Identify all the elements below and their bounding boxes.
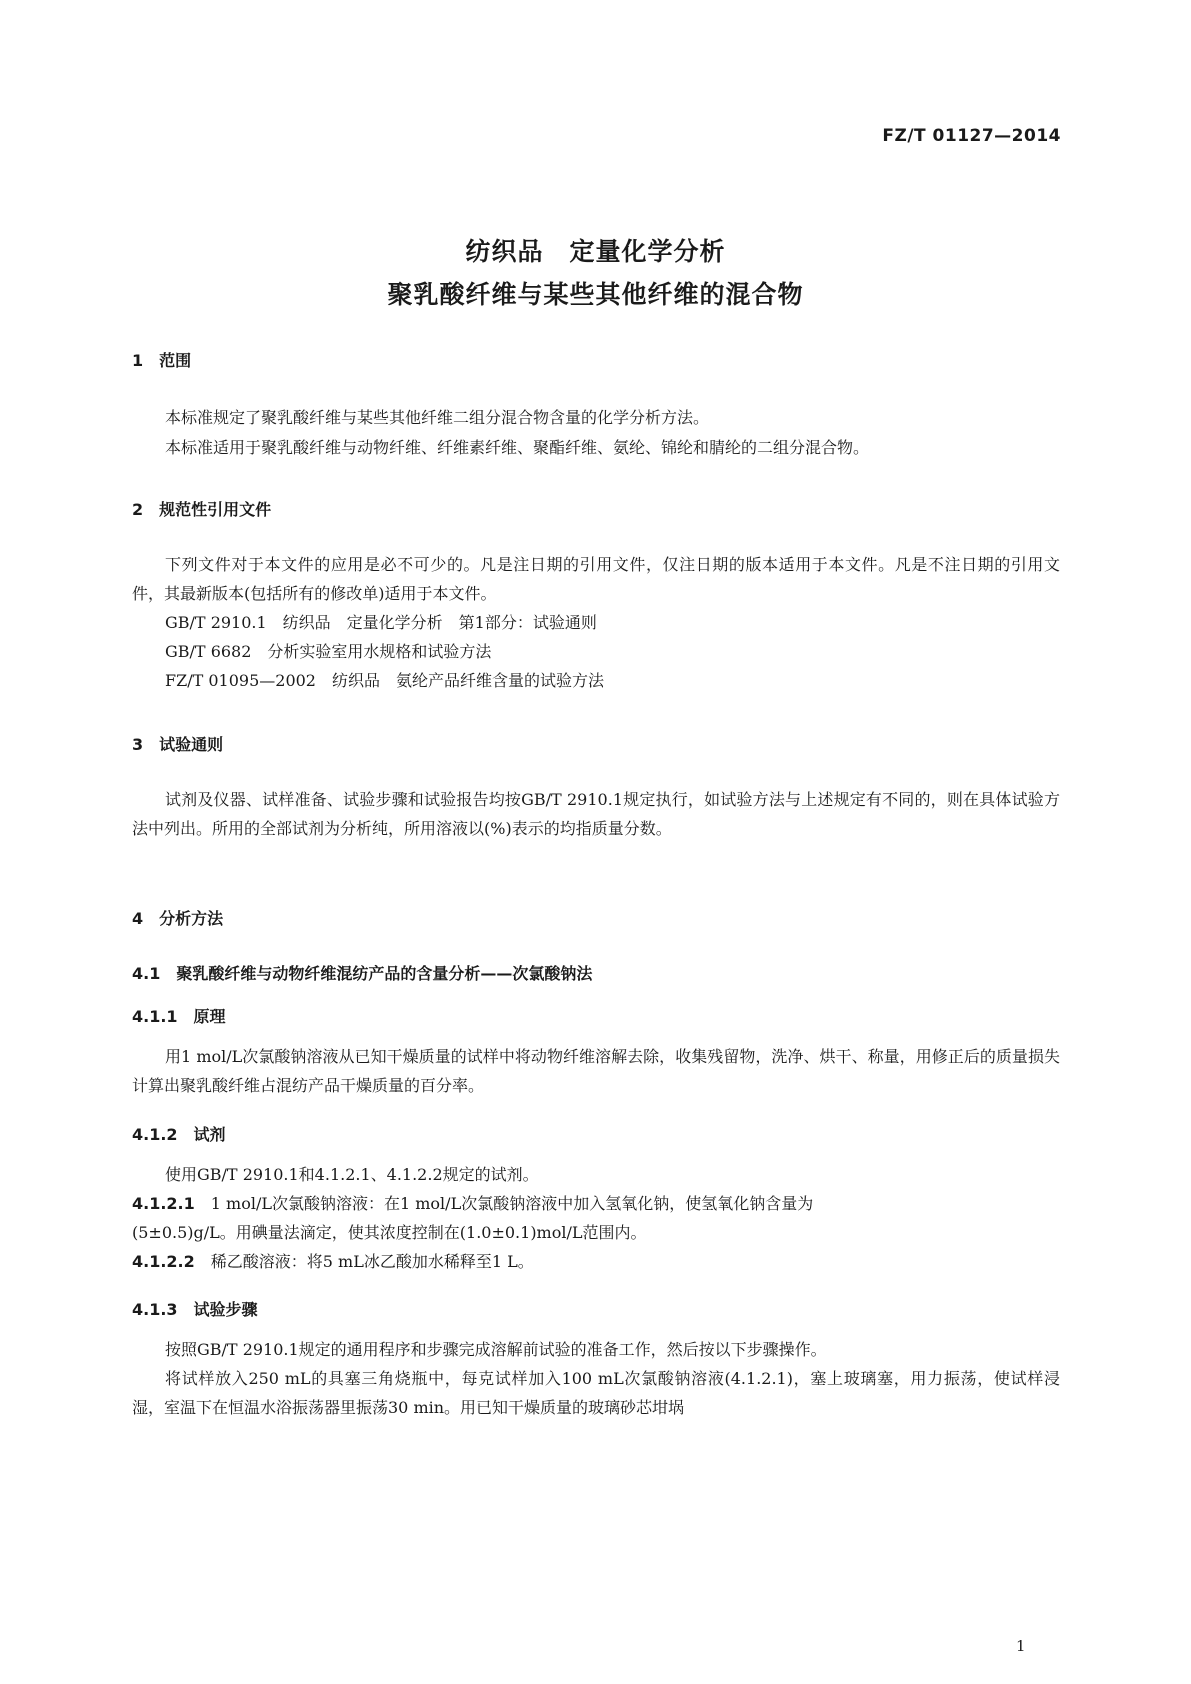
standard-code: FZ/T 01127—2014 [882, 126, 1061, 146]
section-1-heading: 1 范围 [132, 351, 192, 370]
reagent-item-1 [132, 1189, 1060, 1218]
section-3-heading: 3 试验通则 [132, 735, 224, 754]
reagent-item-2 [132, 1247, 1060, 1276]
section-3-paragraph-1: 试剂及仪器、试样准备、试验步骤和试验报告均按GB/T 2910.1规定执行，如试验方法与上述规定有不同的，则在具体试验方法中列出。所用的全部试剂为分析纯，所用溶液以(%)表示的均指质量分数。 [132, 790, 1060, 838]
section-2-paragraph-1: 下列文件对于本文件的应用是必不可少的。凡是注日期的引用文件，仅注日期的版本适用于本文件。凡是不注日期的引用文件，其最新版本(包括所有的修改单)适用于本文件。 [132, 555, 1060, 603]
section-4-1-2-paragraph: 使用GB/T 2910.1和4.1.2.1、4.1.2.2规定的试剂。 [165, 1165, 539, 1184]
section-2-heading: 2 规范性引用文件 [132, 500, 272, 519]
section-4-heading: 4 分析方法 [132, 909, 224, 928]
reagent-item-1-text: 1 mol/L次氯酸钠溶液：在1 mol/L次氯酸钠溶液中加入氢氧化钠，使氢氧化钠含量为 [210, 1194, 814, 1213]
reference-item: FZ/T 01095—2002 纺织品 氨纶产品纤维含量的试验方法 [165, 671, 604, 690]
section-1-paragraph-1: 本标准规定了聚乳酸纤维与某些其他纤维二组分混合物含量的化学分析方法。 [165, 408, 710, 427]
section-4-1-1-paragraph: 用1 mol/L次氯酸钠溶液从已知干燥质量的试样中将动物纤维溶解去除，收集残留物，洗净、烘干、称量，用修正后的质量损失计算出聚乳酸纤维占混纺产品干燥质量的百分率。 [132, 1047, 1060, 1095]
section-1-paragraph-2: 本标准适用于聚乳酸纤维与动物纤维、纤维素纤维、聚酯纤维、氨纶、锦纶和腈纶的二组分混合物。 [165, 438, 870, 457]
reagent-item-2-number: 4.1.2.2 [132, 1252, 195, 1271]
section-4-1-heading: 4.1 聚乳酸纤维与动物纤维混纺产品的含量分析——次氯酸钠法 [132, 964, 593, 983]
reagent-item-1-number: 4.1.2.1 [132, 1194, 195, 1213]
section-4-1-3-heading: 4.1.3 试验步骤 [132, 1300, 258, 1319]
section-4-1-2-heading: 4.1.2 试剂 [132, 1125, 226, 1144]
section-4-1-3-paragraph-2: 将试样放入250 mL的具塞三角烧瓶中，每克试样加入100 mL次氯酸钠溶液(4.1.2.1)，塞上玻璃塞，用力振荡，使试样浸湿，室温下在恒温水浴振荡器里振荡30 min。用已知干燥质量的玻璃砂芯坩埚 [132, 1369, 1060, 1417]
section-4-1-3-paragraph-1: 按照GB/T 2910.1规定的通用程序和步骤完成溶解前试验的准备工作，然后按以下步骤操作。 [165, 1340, 827, 1359]
document-title-line2: 聚乳酸纤维与某些其他纤维的混合物 [387, 280, 804, 309]
reagent-item-1-continued: (5±0.5)g/L。用碘量法滴定，使其浓度控制在(1.0±0.1)mol/L范围内。 [132, 1223, 647, 1242]
document-title-line1: 纺织品 定量化学分析 [465, 237, 726, 266]
reference-item: GB/T 2910.1 纺织品 定量化学分析 第1部分：试验通则 [165, 613, 597, 632]
page-number: 1 [1016, 1637, 1026, 1655]
reagent-item-2-text: 稀乙酸溶液：将5 mL冰乙酸加水稀释至1 L。 [210, 1252, 534, 1271]
reference-item: GB/T 6682 分析实验室用水规格和试验方法 [165, 642, 492, 661]
section-4-1-1-heading: 4.1.1 原理 [132, 1007, 226, 1026]
